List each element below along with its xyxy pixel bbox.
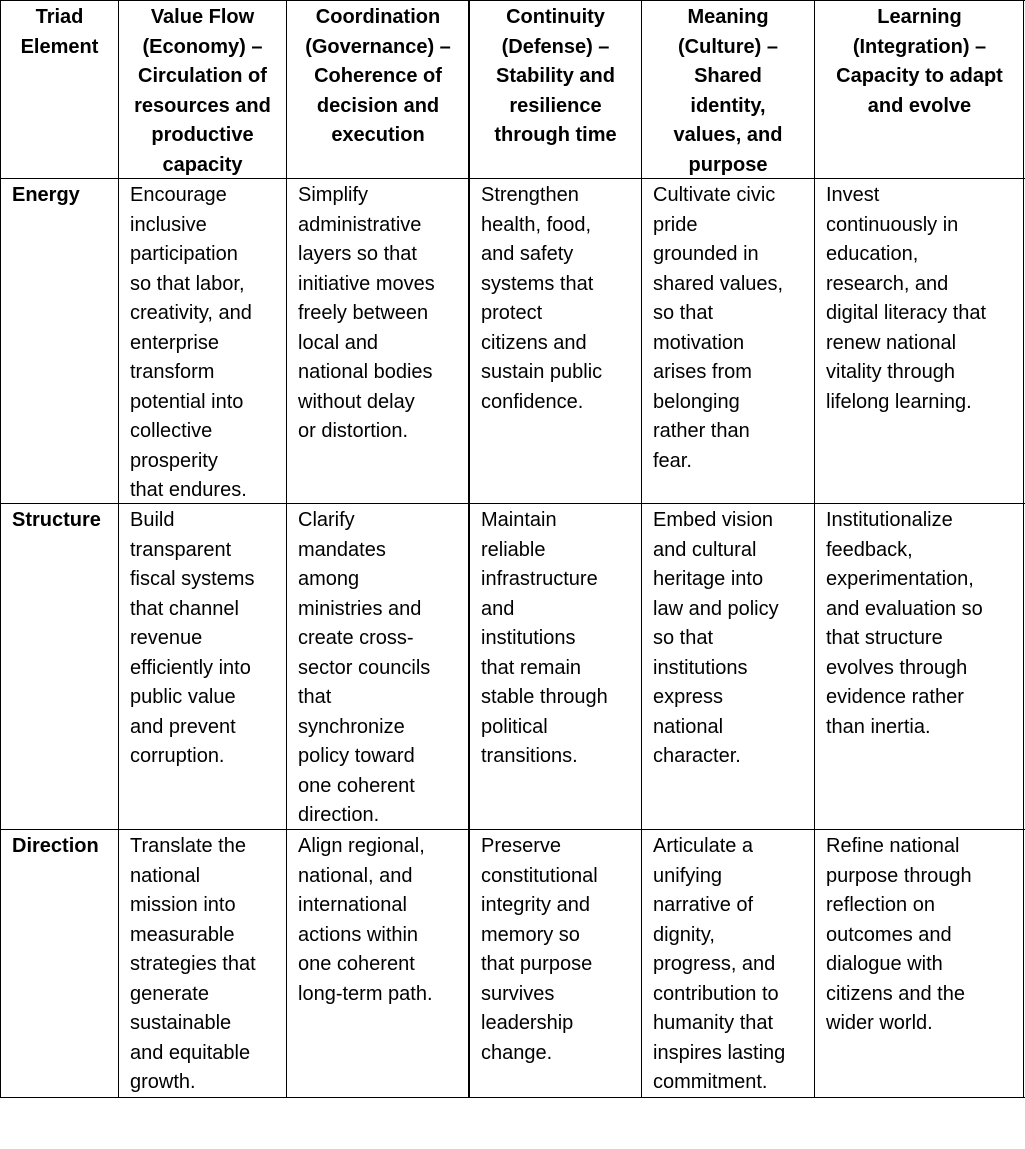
cell-text-line: that structure (826, 627, 943, 649)
cell-text-line: direction. (298, 804, 380, 826)
cell-text-line: memory so (481, 923, 580, 946)
cell-text-line: sector councils (298, 656, 431, 679)
cell-text-line: Coordination (315, 6, 441, 28)
table-cell (642, 506, 814, 772)
cell-text-line: pride (653, 213, 698, 236)
cell-text-line: evidence rather (826, 686, 964, 708)
cell-text-line: purpose through (826, 864, 972, 887)
cell-text-line: health, food, (481, 213, 592, 236)
cell-text-line: grounded in (653, 243, 759, 265)
cell-text-line: layers so that (298, 243, 417, 265)
cell-text-line: law and policy (653, 597, 779, 620)
column-header (1, 3, 118, 62)
cell-text-line: that channel (130, 597, 239, 620)
cell-text-line: Simplify (298, 184, 369, 206)
cell-text-line: reliable (481, 538, 546, 561)
cell-text-line: (Economy) – (142, 35, 263, 58)
cell-text-line: express (653, 686, 724, 708)
cell-text-line: national (653, 715, 724, 738)
cell-text-line: efficiently into (130, 656, 251, 679)
cell-text-line: humanity that (653, 1012, 774, 1034)
cell-text-line: that remain (481, 656, 582, 679)
cell-text-line: so that (653, 302, 714, 324)
cell-text-line: Maintain (481, 509, 557, 531)
cell-text-line: evolves through (826, 656, 968, 679)
cell-text-line: Triad (35, 6, 84, 28)
cell-text-line: than inertia. (826, 715, 931, 738)
cell-text-line: or distortion. (298, 420, 409, 442)
cell-text-line: (Culture) – (678, 35, 778, 58)
table-cell (470, 506, 641, 772)
table-border-top (0, 0, 1025, 1)
cell-text-line: one coherent (298, 953, 415, 975)
cell-text-line: Shared (694, 65, 762, 87)
cell-text-line: transparent (130, 538, 232, 561)
cell-text-line: transform (130, 361, 215, 383)
cell-text-line: prosperity (130, 449, 218, 472)
cell-text-line: growth. (130, 1071, 196, 1093)
cell-text-line: that (298, 686, 332, 708)
cell-text-line: inclusive (130, 213, 207, 236)
cell-text-line: inspires lasting (653, 1041, 786, 1064)
cell-text-line: ministries and (298, 597, 422, 620)
cell-text-line: identity, (690, 94, 766, 117)
table-cell (287, 832, 469, 1009)
cell-text-line: revenue (130, 627, 203, 649)
cell-text-line: resilience (509, 94, 602, 117)
row-header (1, 506, 118, 536)
cell-text-line: corruption. (130, 745, 225, 767)
cell-text-line: freely between (298, 302, 429, 324)
cell-text-line: Invest (826, 184, 880, 206)
cell-text-line: Institutionalize (826, 509, 953, 531)
cell-text-line: policy toward (298, 745, 415, 767)
cell-text-line: and evolve (867, 94, 972, 117)
cell-text-line: long-term path. (298, 982, 433, 1005)
cell-text-line: continuously in (826, 213, 959, 236)
cell-text-line: and equitable (130, 1041, 251, 1064)
cell-text-line: feedback, (826, 538, 913, 561)
table-cell (642, 832, 814, 1098)
cell-text-line: (Defense) – (501, 35, 610, 58)
cell-text-line: administrative (298, 213, 422, 236)
cell-text-line: one coherent (298, 774, 415, 797)
cell-text-line: outcomes and (826, 923, 952, 946)
cell-text-line: infrastructure (481, 568, 598, 590)
cell-text-line: rather than (653, 420, 750, 442)
cell-text-line: institutions (653, 656, 748, 679)
cell-text-line: participation (130, 243, 238, 265)
cell-text-line: so that (653, 627, 714, 649)
cell-text-line: change. (481, 1041, 553, 1064)
cell-text-line: stable through (481, 686, 608, 708)
cell-text-line: research, and (826, 272, 949, 295)
cell-text-line: transitions. (481, 745, 578, 767)
cell-text-line: integrity and (481, 894, 590, 916)
row-header (1, 181, 118, 211)
cell-text-line: generate (130, 982, 209, 1005)
column-header (287, 3, 469, 151)
cell-text-line: Build (130, 509, 175, 531)
row-header (1, 832, 118, 862)
cell-text-line: resources and (134, 94, 271, 117)
cell-text-line: sustainable (130, 1012, 232, 1034)
cell-text-line: Cultivate civic (653, 184, 776, 206)
cell-text-line: so that labor, (130, 272, 245, 295)
cell-text-line: protect (481, 302, 543, 324)
cell-text-line: shared values, (653, 272, 784, 295)
cell-text-line: Continuity (506, 6, 605, 28)
cell-text-line: digital literacy that (826, 302, 987, 324)
cell-text-line: heritage into (653, 568, 764, 590)
cell-text-line: Strengthen (481, 184, 579, 206)
column-header (815, 3, 1024, 121)
cell-text-line: public value (130, 686, 236, 708)
cell-text-line: Meaning (687, 6, 769, 28)
cell-text-line: Coherence of (314, 65, 442, 87)
cell-text-line: Align regional, (298, 835, 425, 857)
cell-text-line: arises from (653, 361, 752, 383)
cell-text-line: reflection on (826, 894, 935, 916)
cell-text-line: Refine national (826, 835, 960, 857)
table-cell (815, 832, 1024, 1039)
cell-text-line: renew national (826, 331, 957, 354)
cell-text-line: without delay (298, 390, 415, 413)
table-cell (815, 506, 1024, 742)
cell-text-line: (Governance) – (305, 35, 451, 58)
table-cell (642, 181, 814, 476)
cell-text-line: actions within (298, 923, 419, 946)
table-cell (470, 832, 641, 1068)
column-header (119, 3, 286, 180)
cell-text-line: national bodies (298, 361, 433, 383)
row-divider (0, 829, 1025, 830)
cell-text-line: measurable (130, 923, 235, 946)
table-cell (119, 832, 286, 1098)
cell-text-line: potential into (130, 390, 244, 413)
cell-text-line: belonging (653, 390, 740, 413)
cell-text-line: among (298, 568, 360, 590)
cell-text-line: (Integration) – (852, 35, 987, 58)
cell-text-line: Stability and (496, 65, 615, 87)
cell-text-line: Learning (877, 6, 962, 28)
cell-text-line: initiative moves (298, 272, 435, 295)
cell-text-line: vitality through (826, 361, 955, 383)
cell-text-line: creativity, and (130, 302, 252, 324)
table-cell (287, 181, 469, 447)
cell-text-line: purpose (688, 153, 768, 176)
cell-text-line: systems that (481, 272, 594, 295)
cell-text-line: execution (331, 124, 425, 146)
table-border-left (0, 0, 1, 1098)
cell-text-line: dialogue with (826, 953, 943, 975)
cell-text-line: strategies that (130, 953, 256, 975)
cell-text-line: Embed vision (653, 509, 774, 531)
column-header (642, 3, 814, 180)
cell-text-line: values, and (673, 124, 783, 146)
cell-text-line: mandates (298, 538, 386, 561)
cell-text-line: experimentation, (826, 568, 974, 590)
cell-text-line: Direction (12, 835, 99, 857)
cell-text-line: confidence. (481, 390, 584, 413)
cell-text-line: Value Flow (150, 6, 255, 28)
cell-text-line: fear. (653, 449, 692, 472)
cell-text-line: Encourage (130, 184, 227, 206)
cell-text-line: decision and (316, 94, 440, 117)
cell-text-line: Circulation of (138, 65, 267, 87)
cell-text-line: commitment. (653, 1071, 768, 1093)
cell-text-line: and prevent (130, 715, 236, 738)
cell-text-line: collective (130, 420, 213, 442)
cell-text-line: fiscal systems (130, 568, 255, 590)
cell-text-line: and (481, 597, 515, 620)
table-cell (287, 506, 469, 831)
cell-text-line: institutions (481, 627, 576, 649)
cell-text-line: Preserve (481, 835, 562, 857)
cell-text-line: lifelong learning. (826, 390, 972, 413)
cell-text-line: political (481, 715, 548, 738)
cell-text-line: dignity, (653, 923, 715, 946)
cell-text-line: local and (298, 331, 379, 354)
cell-text-line: mission into (130, 894, 236, 916)
cell-text-line: national, and (298, 864, 413, 887)
cell-text-line: Clarify (298, 509, 355, 531)
cell-text-line: productive (151, 124, 254, 146)
cell-text-line: narrative of (653, 894, 754, 916)
cell-text-line: and safety (481, 243, 574, 265)
cell-text-line: Structure (12, 509, 101, 531)
cell-text-line: unifying (653, 864, 722, 887)
cell-text-line: Articulate a (653, 835, 754, 857)
cell-text-line: capacity (162, 153, 243, 176)
cell-text-line: leadership (481, 1012, 574, 1034)
cell-text-line: national (130, 864, 201, 887)
cell-text-line: synchronize (298, 715, 405, 738)
cell-text-line: that purpose (481, 953, 593, 975)
cell-text-line: Capacity to adapt (836, 65, 1003, 87)
cell-text-line: and cultural (653, 538, 757, 561)
table-cell (119, 506, 286, 772)
cell-text-line: and evaluation so (826, 597, 983, 620)
cell-text-line: international (298, 894, 407, 916)
cell-text-line: through time (494, 124, 617, 146)
cell-text-line: Element (20, 35, 99, 58)
cell-text-line: contribution to (653, 982, 779, 1005)
cell-text-line: enterprise (130, 331, 219, 354)
cell-text-line: Translate the (130, 835, 246, 857)
cell-text-line: sustain public (481, 361, 603, 383)
table-cell (470, 181, 641, 417)
cell-text-line: education, (826, 243, 919, 265)
cell-text-line: citizens and the (826, 982, 965, 1005)
cell-text-line: motivation (653, 331, 745, 354)
cell-text-line: survives (481, 982, 555, 1005)
column-header (470, 3, 641, 151)
cell-text-line: wider world. (826, 1012, 933, 1034)
cell-text-line: create cross- (298, 627, 414, 649)
cell-text-line: progress, and (653, 953, 776, 975)
cell-text-line: character. (653, 745, 741, 767)
table-cell (119, 181, 286, 506)
cell-text-line: citizens and (481, 331, 587, 354)
cell-text-line: Energy (12, 184, 80, 206)
table-cell (815, 181, 1024, 417)
cell-text-line: that endures. (130, 479, 247, 501)
cell-text-line: constitutional (481, 864, 598, 887)
